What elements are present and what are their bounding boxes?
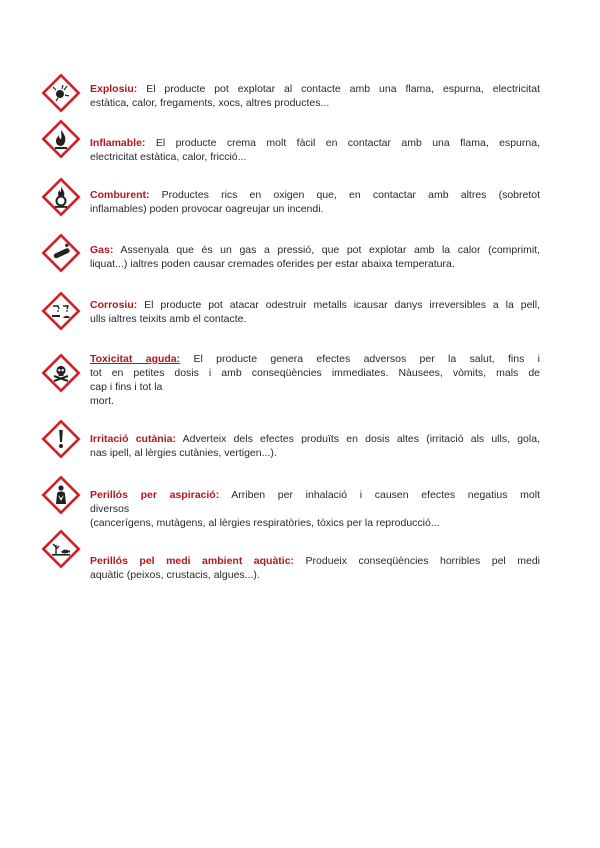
term-label: Comburent: <box>90 189 150 201</box>
description-line: Arriben per inhalació i causen efectes negatius molt <box>231 489 540 501</box>
description-line: cap i fins i tot la <box>90 381 163 393</box>
entry-toxicitat-aguda <box>40 352 540 410</box>
entry-perillos-per-aspiracio <box>40 474 540 532</box>
term-label: Corrosiu: <box>90 299 138 311</box>
entry-inflamable <box>40 118 540 162</box>
description-line: Productes rics en oxigen que, en contactar amb altres (sobretot <box>161 189 541 201</box>
term-label: Perillós per aspiració: <box>90 489 220 501</box>
health-hazard-icon <box>40 474 82 516</box>
term-label: Inflamable: <box>90 137 146 149</box>
exploding-bomb-icon <box>40 72 82 114</box>
gas-cylinder-icon <box>40 232 82 274</box>
description-line: nas ipell, al lèrgies cutànies, vertigen...). <box>90 447 277 459</box>
term-label: Toxicitat aguda: <box>90 353 181 365</box>
term-label: Irritació cutània: <box>90 433 176 445</box>
term-label: Gas: <box>90 244 114 256</box>
entry-explosiu <box>40 72 540 108</box>
term-label: Perillós pel medi ambient aquàtic: <box>90 555 295 567</box>
description-line: El producte pot explotar al contacte amb una flama, espurna, electricitat <box>146 83 540 95</box>
description-line: electricitat estàtica, calor, fricció... <box>90 151 247 163</box>
flame-icon <box>40 118 82 160</box>
description-line: (cancerígens, mutàgens, al lèrgies respiratòries, tòxics per la reproducció... <box>90 517 440 529</box>
description-line: El producte genera efectes adversos per la salut, fins i <box>193 353 540 365</box>
entry-comburent <box>40 176 540 220</box>
description-line: Adverteix dels efectes produïts en dosis altes (irritació als ulls, gola, <box>182 433 540 445</box>
entry-corrosiu <box>40 290 540 334</box>
exclamation-mark-icon <box>40 418 82 460</box>
description-line: ulls ialtres teixits amb el contacte. <box>90 313 247 325</box>
description-line: estàtica, calor, fregaments, xocs, altres productes... <box>90 97 330 109</box>
term-label: Explosiu: <box>90 83 138 95</box>
corrosion-icon <box>40 290 82 332</box>
description-line: tot en petites dosis i amb conseqüències immediates. Nàusees, vòmits, mals de <box>90 367 540 379</box>
flame-over-circle-icon <box>40 176 82 218</box>
environment-icon <box>40 528 82 570</box>
description-line: Produeix conseqüències horribles pel medi <box>305 555 541 567</box>
description-line: mort. <box>90 395 114 407</box>
description-line: inflamables) poden provocar oagreujar un incendi. <box>90 203 324 215</box>
skull-crossbones-icon <box>40 352 82 394</box>
description-line: El producte crema molt fàcil en contactar amb una flama, espurna, <box>155 137 540 149</box>
description-line: liquat...) ialtres poden causar cremades oferides per estar abaixa temperatura. <box>90 258 455 270</box>
description-line: diversos <box>90 503 130 515</box>
entry-irritacio-cutania <box>40 418 540 462</box>
description-line: aquàtic (peixos, crustacis, algues...). <box>90 569 260 581</box>
description-line: Assenyala que és un gas a pressió, que pot explotar amb la calor (comprimit, <box>120 244 540 256</box>
description-line: El producte pot atacar odestruir metalls icausar danys irreversibles a la pell, <box>144 299 540 311</box>
entry-perillos-medi-ambient <box>40 528 540 584</box>
entry-gas <box>40 232 540 276</box>
